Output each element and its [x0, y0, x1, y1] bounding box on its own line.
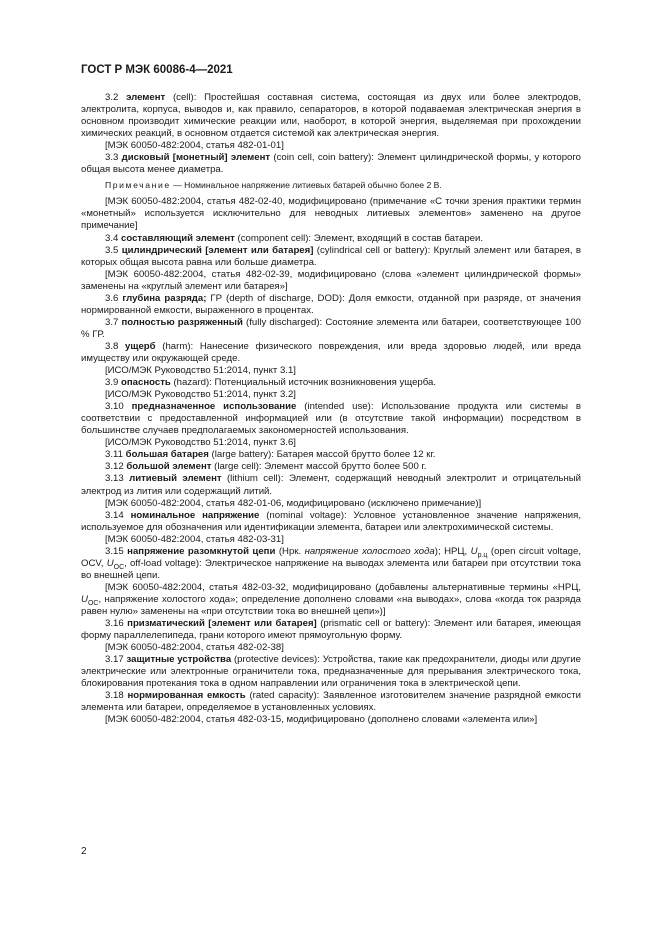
term-paragraph: 3.13 литиевый элемент (lithium cell): Элемент, содержащий неводный электролит и отрицательный электрод из лития или содержащий литий.: [81, 473, 581, 497]
term: защитные устройства: [126, 654, 232, 666]
reference: [МЭК 60050-482:2004, статья 482-02-40, модифицировано (примечание «С точки зрения практики термин «монетный» используется исключительно для неводных литиевых элементов» заменено на другое примечание]: [81, 196, 581, 232]
reference: [МЭК 60050-482:2004, статья 482-01-01]: [105, 140, 284, 152]
term-paragraph: 3.9 опасность (hazard): Потенциальный источник возникновения ущерба.: [105, 377, 437, 389]
term-paragraph: 3.17 защитные устройства (protective devices): Устройства, такие как предохранители, диоды или другие электрические или электронные ограничители тока, предназначенные для прерывания электрического тока, блокирования протекания тока в одном направлении или ограничения тока в электрической цепи.: [81, 654, 581, 690]
term-paragraph: 3.7 полностью разряженный (fully discharged): Состояние элемента или батареи, соответствующее 100 % ГР.: [81, 316, 581, 340]
reference: [МЭК 60050-482:2004, статья 482-03-31]: [105, 533, 284, 545]
reference: [ИСО/МЭК Руководство 51:2014, пункт 3.6]: [105, 437, 296, 449]
term: элемент: [126, 92, 166, 103]
symbol: U: [81, 593, 88, 605]
term: опасность: [121, 377, 171, 389]
term-paragraph: 3.5 цилиндрический [элемент или батарея] (cylindrical cell or battery): Круглый элемент или батарея, в которых общая высота равна или больше диаметра.: [81, 244, 581, 268]
reference: [МЭК 60050-482:2004, статья 482-03-15, модифицировано (дополнено словами «элемента или»]: [105, 714, 538, 726]
term: нормированная емкость: [127, 690, 246, 702]
term: полностью разряженный: [121, 316, 243, 328]
reference: [МЭК 60050-482:2004, статья 482-02-39, модифицировано (слова «элемент цилиндрической формы» заменены на «круглый элемент или батарея»]: [81, 268, 581, 292]
term: цилиндрический [элемент или батарея]: [121, 244, 314, 256]
symbol: U: [470, 545, 478, 557]
page-number: 2: [81, 846, 87, 857]
term: дисковый [монетный] элемент: [121, 152, 271, 164]
symbol: U: [106, 557, 114, 569]
term: напряжение разомкнутой цепи: [127, 545, 276, 557]
term-paragraph: 3.6 глубина разряда; ГР (depth of discharge, DOD): Доля емкости, отданной при разряде, от значения нормированной емкости, выраженного в процентах.: [81, 292, 581, 316]
term: литиевый элемент: [129, 473, 222, 485]
term-paragraph: 3.15 напряжение разомкнутой цепи (Нрк. напряжение холостого хода); НРЦ, $U_{р.ц}$ (open circuit voltage, OCV, $U_{OC}$, off-load voltage): Электрическое напряжение на выводах элемента или батареи при отсутствии тока во внешней цепи.: [81, 545, 582, 581]
term-paragraph: 3.14 номинальное напряжение (nominal voltage): Условное установленное значение напряжения, используемое для обозначения или идентификации элемента, батареи или электрохимической системы.: [81, 509, 581, 533]
term-paragraph: 3.11 большая батарея (large battery): Батарея массой брутто более 12 кг.: [105, 449, 436, 461]
term-paragraph: 3.3 дисковый [монетный] элемент (coin cell, coin battery): Элемент цилиндрической формы, у которого общая высота менее диаметра.: [81, 152, 581, 176]
document-header: ГОСТ Р МЭК 60086-4—2021: [81, 64, 233, 76]
reference: [МЭК 60050-482:2004, статья 482-01-06, модифицировано (исключено примечание)]: [105, 497, 482, 509]
term-paragraph: 3.16 призматический [элемент или батарея] (prismatic cell or battery): Элемент или батарея, имеющая форму параллелепипеда, грани которого имеют прямоугольную форму.: [81, 618, 581, 642]
reference: [ИСО/МЭК Руководство 51:2014, пункт 3.1]: [105, 365, 296, 377]
term-paragraph: 3.12 большой элемент (large cell): Элемент массой брутто более 500 г.: [105, 461, 427, 473]
term-paragraph: 3.2 элемент (cell): Простейшая составная система, состоящая из двух или более электродов, электролита, корпуса, выводов и, как правило, сепараторов, в которой подаваемая электрическая энергия в основном производит химические реакции или, наоборот, в которой энергия, выделяемая при прохождении химических реакций, в основном отдается системой как электрическая энергия.: [81, 92, 581, 140]
document-body: [81, 92, 581, 726]
term: призматический [элемент или батарея]: [127, 618, 317, 630]
reference: [ИСО/МЭК Руководство 51:2014, пункт 3.2]: [105, 389, 296, 401]
term: ущерб: [125, 340, 156, 352]
reference: [МЭК 60050-482:2004, статья 482-03-32, модифицировано (добавлены альтернативные термины «НРЦ, $U_{OC}$, напряжение холостого хода»; определение дополнено словами «на выводах», слова «когда ток разряда равен нулю» заменены на «при отсутствии тока во внешней цепи»)]: [81, 581, 581, 617]
term: глубина разряда;: [122, 292, 207, 304]
term-paragraph: 3.18 нормированная емкость (rated capacity): Заявленное изготовителем значение разрядной емкости элемента или батареи, определяемое в установленных условиях.: [81, 690, 581, 714]
term-paragraph: 3.10 предназначенное использование (intended use): Использование продукта или системы в соответствии с предоставленной информацией или (в отсутствие такой информации) посредством в большинстве случаев предполагаемых закономерностей использования.: [81, 401, 581, 437]
note: Примечание — Номинальное напряжение литиевых батарей обычно более 2 В.: [105, 180, 442, 191]
term: большой элемент: [126, 461, 212, 473]
term-paragraph: 3.8 ущерб (harm): Нанесение физического повреждения, или вреда здоровью людей, или вреда имуществу или окружающей среде.: [81, 340, 581, 364]
term: большая батарея: [125, 449, 209, 461]
note-label: Примечание: [105, 180, 171, 191]
reference: [МЭК 60050-482:2004, статья 482-02-38]: [105, 642, 284, 654]
term-paragraph: 3.4 составляющий элемент (component cell): Элемент, входящий в состав батареи.: [105, 232, 484, 244]
term: составляющий элемент: [121, 232, 235, 244]
term: предназначенное использование: [131, 401, 297, 413]
term: номинальное напряжение: [130, 509, 260, 521]
